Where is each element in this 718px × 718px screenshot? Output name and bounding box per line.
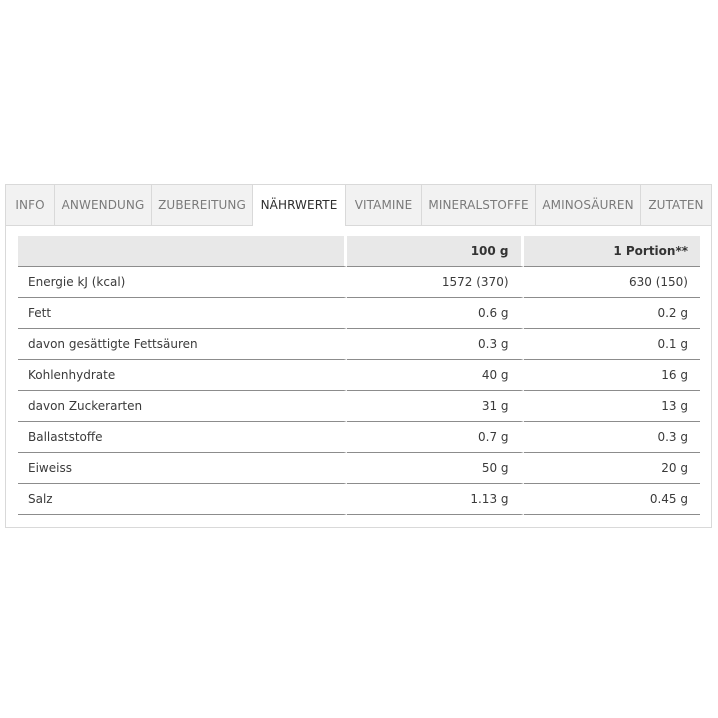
table-header-row [18,236,700,267]
tab-zubereitung[interactable]: ZUBEREITUNG [152,185,253,225]
tab-aminosaeuren[interactable]: AMINOSÄUREN [536,185,641,225]
tab-info[interactable]: INFO [6,185,55,225]
nutrient-name: Energie kJ (kcal) [18,267,347,298]
value-per-portion: 13 g [524,391,700,422]
value-per-100g: 1572 (370) [347,267,524,298]
value-per-100g: 31 g [347,391,524,422]
header-per-portion: 1 Portion** [524,236,700,267]
tab-bar [6,185,711,226]
nutrient-name: davon gesättigte Fettsäuren [18,329,347,360]
value-per-100g: 0.3 g [347,329,524,360]
table-row [18,422,700,453]
tab-mineralstoffe[interactable]: MINERALSTOFFE [422,185,536,225]
value-per-100g: 1.13 g [347,484,524,515]
table-row [18,267,700,298]
tab-anwendung[interactable]: ANWENDUNG [55,185,152,225]
table-row [18,329,700,360]
nutrition-table-wrapper [18,236,700,515]
nutrition-table [18,236,700,515]
table-row [18,360,700,391]
value-per-100g: 0.6 g [347,298,524,329]
value-per-100g: 50 g [347,453,524,484]
table-row [18,298,700,329]
tab-naehrwerte[interactable]: NÄHRWERTE [253,185,346,226]
value-per-portion: 0.45 g [524,484,700,515]
tab-vitamine[interactable]: VITAMINE [346,185,422,225]
table-row [18,484,700,515]
header-nutrient [18,236,347,267]
nutrient-name: davon Zuckerarten [18,391,347,422]
value-per-100g: 40 g [347,360,524,391]
nutrient-name: Kohlenhydrate [18,360,347,391]
value-per-portion: 0.2 g [524,298,700,329]
value-per-portion: 0.1 g [524,329,700,360]
nutrient-name: Salz [18,484,347,515]
header-per-100g: 100 g [347,236,524,267]
nutrient-name: Fett [18,298,347,329]
table-row [18,391,700,422]
value-per-portion: 630 (150) [524,267,700,298]
value-per-portion: 20 g [524,453,700,484]
value-per-portion: 16 g [524,360,700,391]
nutrient-name: Eiweiss [18,453,347,484]
tab-zutaten[interactable]: ZUTATEN [648,198,704,212]
nutrient-name: Ballaststoffe [18,422,347,453]
table-row [18,453,700,484]
value-per-100g: 0.7 g [347,422,524,453]
value-per-portion: 0.3 g [524,422,700,453]
product-info-panel [5,184,712,528]
